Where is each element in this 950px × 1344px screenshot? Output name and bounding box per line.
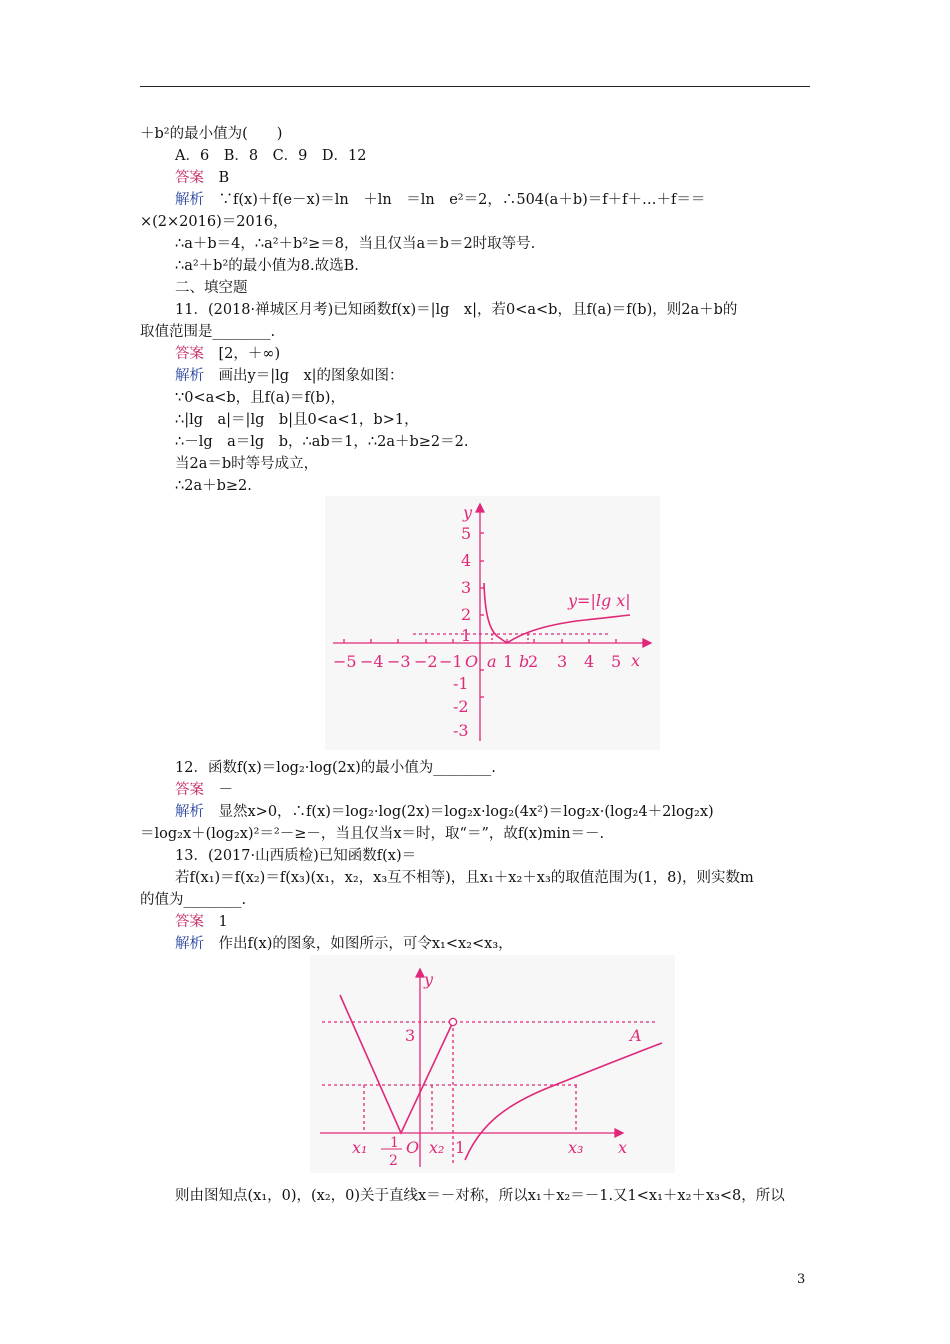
text-line: ∴|lg a|＝|lg b|且0<a<1，b>1， [175,412,419,428]
x-tick: 1 [503,652,514,671]
answer-line: 答案 － [175,782,233,798]
text-line: ∴2a＋b≥2. [175,478,252,494]
answer-line: 答案 1 [175,914,228,930]
page-number: 3 [797,1272,806,1287]
y-tick: 5 [461,524,472,543]
y-tick: 3 [405,1026,416,1045]
question-13: 13．(2017·山西质检)已知函数f(x)＝ [175,848,417,864]
question-12: 12．函数f(x)＝log₂·log(2x)的最小值为________. [175,760,496,776]
analysis-label: 解析 [175,192,204,208]
text-line: ×(2×2016)＝2016， [140,214,288,230]
text-line: ∴a²＋b²的最小值为8.故选B. [175,258,359,274]
options-line: A．6 B．8 C．9 D．12 [175,148,367,164]
x-axis-label: x [618,1138,628,1157]
text-line: ∵0<a<b，且f(a)＝f(b)， [175,390,345,406]
section-heading: 二、填空题 [175,280,248,296]
analysis-label: 解析 [175,804,204,820]
answer-label: 答案 [175,782,204,798]
curve-label: y=|lg x| [568,591,631,610]
text-line: 当2a＝b时等号成立， [175,456,319,472]
x-tick: −1 [439,652,463,671]
point-b-label: b [519,652,530,671]
y-tick: -3 [453,721,469,740]
y-axis-label: y [424,970,434,989]
x-tick: 5 [611,652,622,671]
analysis-line: 解析 画出y＝|lg x|的图象如图： [175,368,404,384]
x3-label: x₃ [568,1138,584,1157]
text-line: 的值为________. [140,892,247,908]
y-tick: 2 [461,605,472,624]
half-denominator: 2 [389,1153,398,1169]
x-tick: −5 [333,652,357,671]
x2-label: x₂ [429,1138,445,1157]
x-tick: 2 [528,652,539,671]
origin-label: O [465,652,479,671]
x-tick: −3 [387,652,411,671]
x-tick: 1 [455,1138,466,1157]
analysis-label: 解析 [175,936,204,952]
header-rule [140,86,810,87]
point-A-label: A [630,1026,642,1045]
lg-abs-graph [325,496,660,750]
x-tick: −2 [414,652,438,671]
text-line: 则由图知点(x₁，0)，(x₂，0)关于直线x＝－对称，所以x₁＋x₂＝－1.又1<x₁＋x₂＋x₃<8，所以 [175,1188,785,1204]
half-numerator: 1 [390,1135,399,1151]
text-line: ＝log₂x＋(log₂x)²＝²－≥－，当且仅当x＝时，取“＝”，故f(x)min＝－. [140,826,605,842]
piecewise-graph [310,955,675,1173]
y-tick: 1 [461,626,472,645]
y-tick: -1 [453,674,469,693]
x-axis-label: x [631,651,641,670]
x1-label: x₁ [352,1138,368,1157]
answer-label: 答案 [175,346,204,362]
analysis-label: 解析 [175,368,204,384]
point-a-label: a [487,652,497,671]
answer-line: 答案 [2，＋∞) [175,346,281,362]
answer-label: 答案 [175,170,204,186]
text-line: ＋b²的最小值为( ) [140,126,283,142]
y-tick: 3 [461,578,472,597]
text-line: 若f(x₁)＝f(x₂)＝f(x₃)(x₁，x₂，x₃互不相等)，且x₁＋x₂＋x₃的取值范围为(1，8)，则实数m [175,870,754,886]
text-line: 取值范围是________. [140,324,276,340]
analysis-line: 解析 作出f(x)的图象，如图所示，可令x₁<x₂<x₃， [175,936,513,952]
y-tick: 4 [461,551,472,570]
analysis-line: 解析 ∵f(x)＋f(e－x)＝ln ＋ln ＝ln e²＝2，∴504(a＋b)＝f＋f＋…＋f＝＝ [175,192,706,208]
y-tick: -2 [453,697,469,716]
answer-label: 答案 [175,914,204,930]
x-tick: 3 [557,652,568,671]
question-11: 11．(2018·禅城区月考)已知函数f(x)＝|lg x|，若0<a<b，且f(a)＝f(b)，则2a＋b的 [175,302,738,318]
x-tick: 4 [584,652,595,671]
origin-label: O [406,1138,420,1157]
x-tick: −4 [360,652,384,671]
text-line: ∴a＋b＝4，∴a²＋b²≥＝8，当且仅当a＝b＝2时取等号. [175,236,536,252]
answer-line: 答案 B [175,170,230,186]
analysis-line: 解析 显然x>0，∴f(x)＝log₂·log(2x)＝log₂x·log₂(4x²)＝log₂x·(log₂4＋2log₂x) [175,804,714,820]
y-axis-label: y [463,503,473,522]
text-line: ∴－lg a＝lg b，∴ab＝1，∴2a＋b≥2＝2. [175,434,469,450]
